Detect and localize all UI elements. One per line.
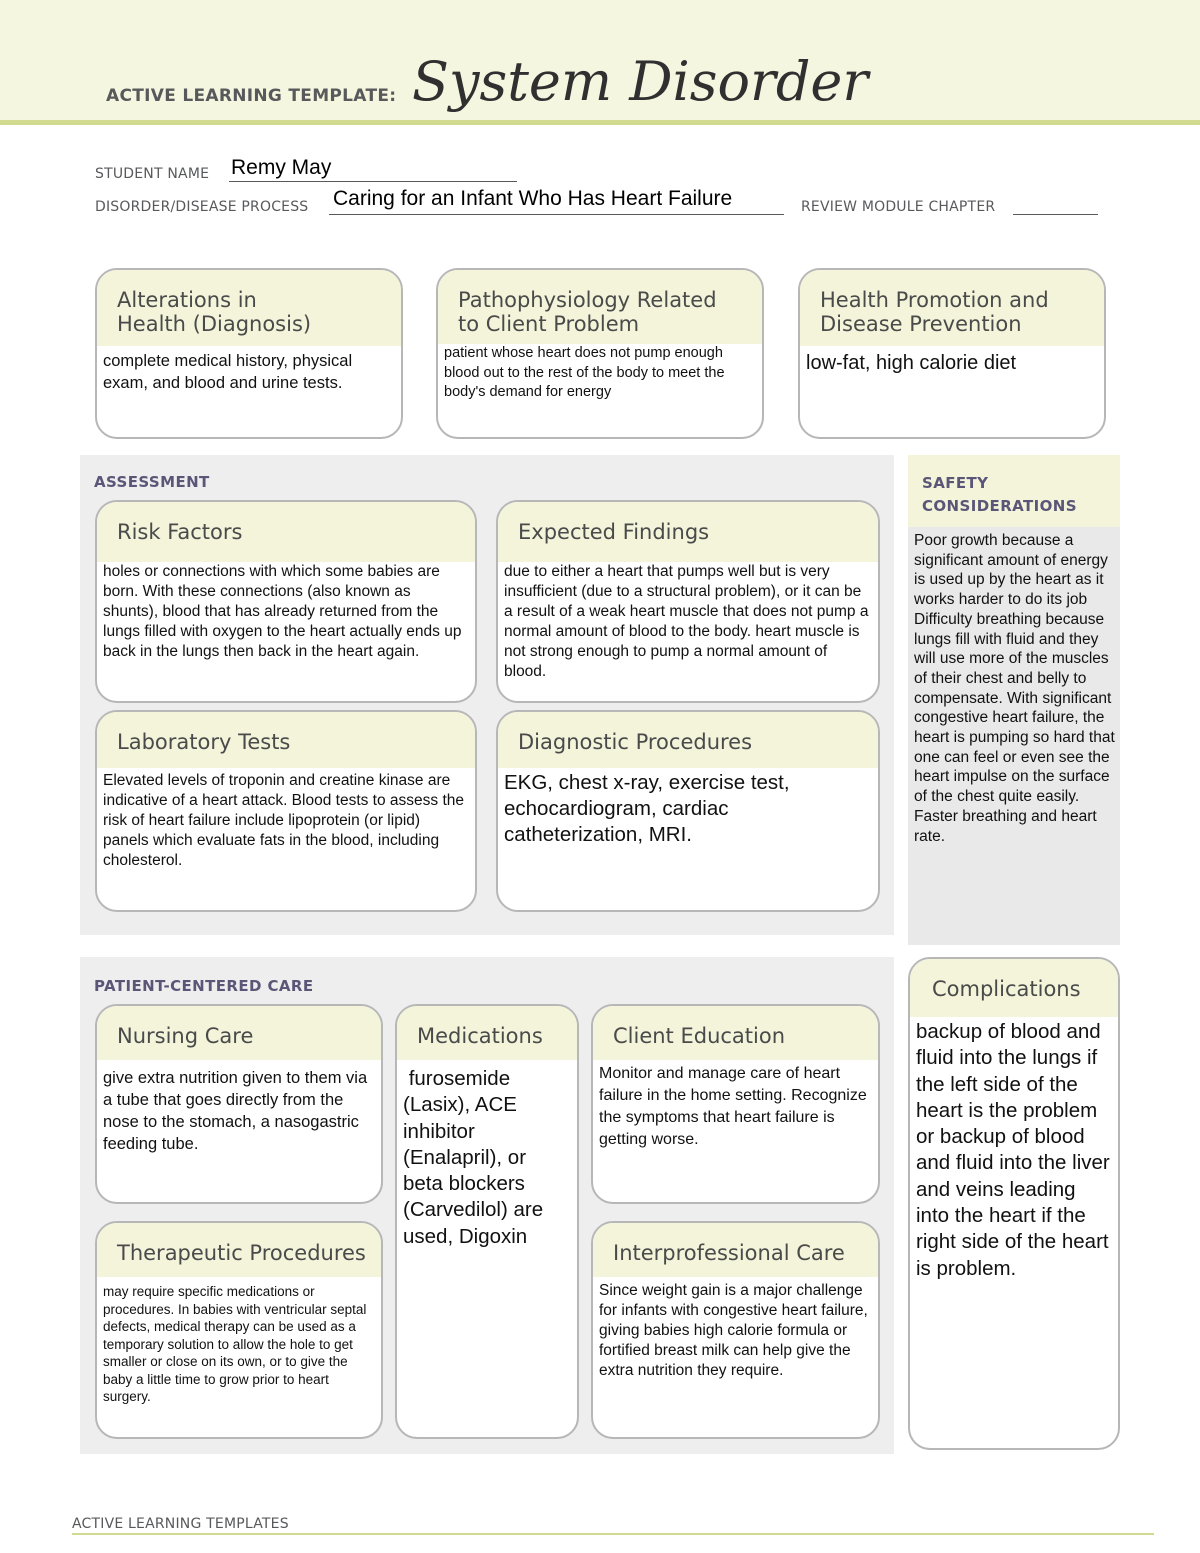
therapeutic-procedures-title: Therapeutic Procedures xyxy=(97,1223,381,1277)
template-title: System Disorder xyxy=(412,50,869,113)
expected-findings-title: Expected Findings xyxy=(498,502,878,562)
safety-considerations-body[interactable]: Poor growth because a significant amount of energy is used up by the heart as it works harder to do its job Difficulty breathing because lungs fill with fluid and they will use more of the muscles of their chest and belly to compensate. With significant congestive heart failure, the heart is pumping so hard that one can feel or even see the heart impulse on the surface of the chest quite easily. Faster breathing and heart rate. xyxy=(914,532,1115,845)
pathophysiology-box xyxy=(436,268,764,439)
therapeutic-procedures-body[interactable]: may require specific medications or procedures. In babies with ventricular septal defects, medical therapy can be used as a temporary solution to allow the hole to get smaller or close on its own, or to give the baby a little time to grow prior to heart surgery. xyxy=(103,1284,367,1404)
client-education-title: Client Education xyxy=(593,1006,878,1060)
assessment-label: ASSESSMENT xyxy=(94,473,210,491)
health-promotion-box xyxy=(798,268,1106,439)
diagnostic-procedures-title: Diagnostic Procedures xyxy=(498,712,878,768)
laboratory-tests-title: Laboratory Tests xyxy=(97,712,475,768)
nursing-care-title: Nursing Care xyxy=(97,1006,381,1060)
student-name-underline xyxy=(229,181,517,182)
diagnostic-procedures-body[interactable]: EKG, chest x-ray, exercise test, echocardiogram, cardiac catheterization, MRI. xyxy=(504,771,790,846)
therapeutic-procedures-box xyxy=(95,1221,383,1439)
interprofessional-care-body[interactable]: Since weight gain is a major challenge for infants with congestive heart failure, giving babies high calorie formula or fortified breast milk can help give the extra nutrition they require. xyxy=(599,1282,868,1379)
risk-factors-title: Risk Factors xyxy=(97,502,475,562)
expected-findings-body[interactable]: due to either a heart that pumps well but is very insufficient (due to a structural problem), or it can be a result of a weak heart muscle that does not pump a normal amount of blood to the body. heart muscle is not strong enough to pump a normal amount of blood. xyxy=(504,563,869,680)
health-promotion-title: Health Promotion and Disease Prevention xyxy=(800,270,1104,346)
pathophysiology-body[interactable]: patient whose heart does not pump enough blood out to the rest of the body to meet the body's demand for energy xyxy=(444,345,725,401)
patient-centered-care-label: PATIENT-CENTERED CARE xyxy=(94,977,314,995)
nursing-care-box xyxy=(95,1004,383,1204)
alterations-body[interactable]: complete medical history, physical exam, and blood and urine tests. xyxy=(103,352,353,392)
risk-factors-box xyxy=(95,500,477,703)
complications-title: Complications xyxy=(910,959,1118,1017)
medications-title: Medications xyxy=(397,1006,577,1060)
disorder-label: DISORDER/DISEASE PROCESS xyxy=(95,199,309,215)
disorder-field[interactable]: Caring for an Infant Who Has Heart Failure xyxy=(333,187,733,210)
alterations-title: Alterations in Health (Diagnosis) xyxy=(97,270,401,346)
client-education-box xyxy=(591,1004,880,1204)
interprofessional-care-box xyxy=(591,1221,880,1439)
review-module-underline xyxy=(1013,214,1098,215)
pathophysiology-title: Pathophysiology Related to Client Problem xyxy=(438,270,762,344)
laboratory-tests-box xyxy=(95,710,477,912)
laboratory-tests-body[interactable]: Elevated levels of troponin and creatine kinase are indicative of a heart attack. Blood tests to assess the risk of heart failure include lipoprotein (or lipid) panels which evaluate fats in the blood, including cholesterol. xyxy=(103,772,465,869)
disorder-underline xyxy=(329,214,784,215)
alterations-box xyxy=(95,268,403,439)
complications-box xyxy=(908,957,1120,1450)
footer-label: ACTIVE LEARNING TEMPLATES xyxy=(72,1516,289,1532)
safety-considerations-panel xyxy=(908,455,1120,945)
interprofessional-care-title: Interprofessional Care xyxy=(593,1223,878,1277)
student-name-label: STUDENT NAME xyxy=(95,166,210,182)
client-education-body[interactable]: Monitor and manage care of heart failure in the home setting. Recognize the symptoms that heart failure is getting worse. xyxy=(599,1065,867,1148)
header-rule xyxy=(0,120,1200,125)
health-promotion-body[interactable]: low-fat, high calorie diet xyxy=(806,352,1017,374)
medications-box xyxy=(395,1004,579,1439)
nursing-care-body[interactable]: give extra nutrition given to them via a tube that goes directly from the nose to the stomach, a nasogastric feeding tube. xyxy=(103,1069,368,1153)
template-label: ACTIVE LEARNING TEMPLATE: xyxy=(106,86,397,106)
footer-rule xyxy=(72,1533,1154,1535)
complications-body[interactable]: backup of blood and fluid into the lungs if the left side of the heart is the problem or backup of blood and fluid into the liver and veins leading into the heart if the right side of the heart is problem. xyxy=(916,1020,1110,1280)
review-module-label: REVIEW MODULE CHAPTER xyxy=(801,199,996,215)
safety-considerations-title: SAFETY CONSIDERATIONS xyxy=(922,474,1077,515)
student-name-field[interactable]: Remy May xyxy=(231,156,332,179)
medications-body[interactable]: furosemide (Lasix), ACE inhibitor (Enalapril), or beta blockers (Carvedilol) are used, Digoxin xyxy=(403,1067,549,1248)
expected-findings-box xyxy=(496,500,880,703)
risk-factors-body[interactable]: holes or connections with which some babies are born. With these connections (also known as shunts), blood that has already returned from the lungs filled with oxygen to the heart actually ends up back in the lungs then back in the heart again. xyxy=(103,563,462,660)
diagnostic-procedures-box xyxy=(496,710,880,912)
